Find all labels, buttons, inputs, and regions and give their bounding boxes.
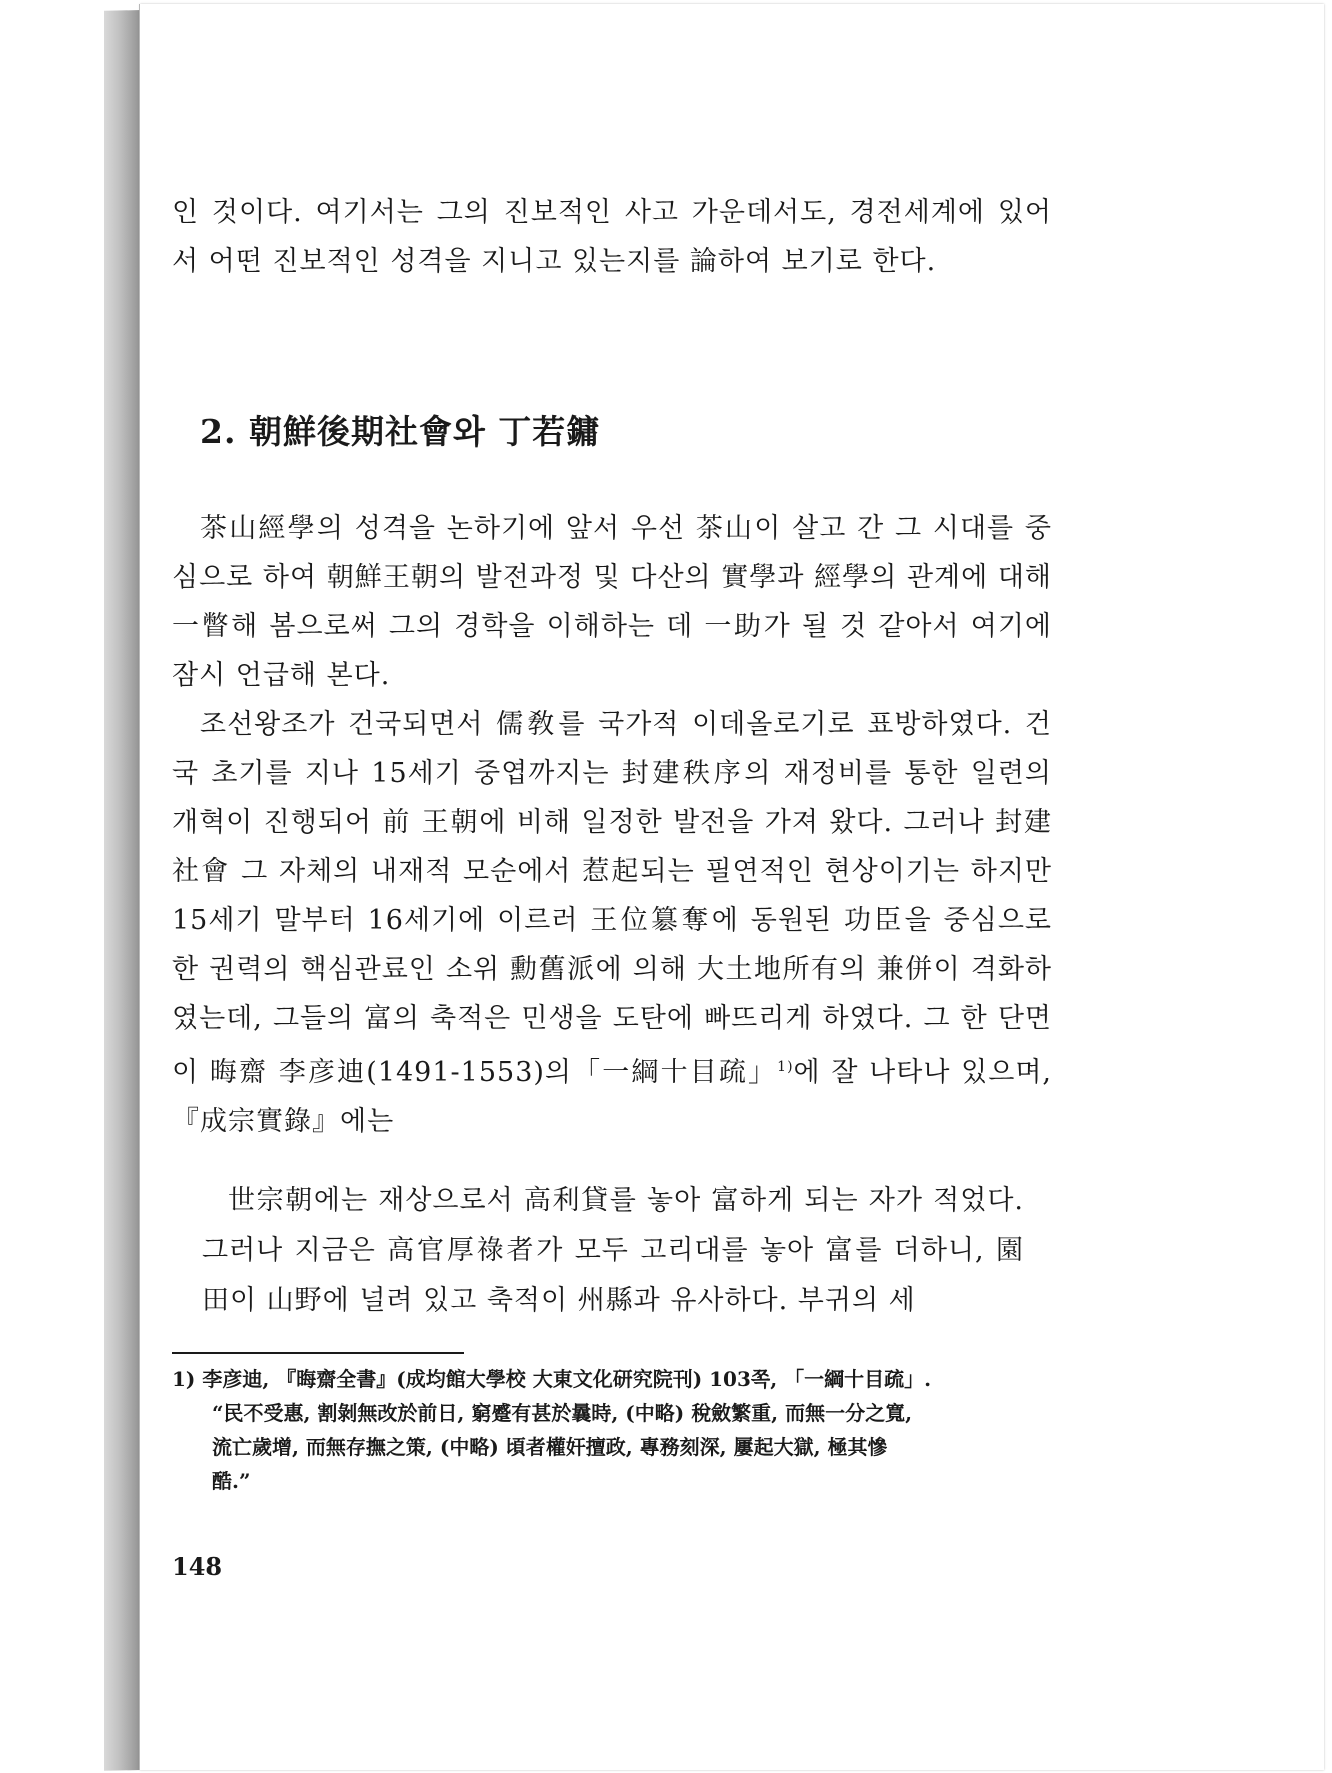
footnote-line-2: “民不受惠, 割剝無改於前日, 窮蹙有甚於曩時, (中略) 稅斂繁重, 而無一分之寬, <box>212 1401 913 1425</box>
footnote-divider <box>172 1352 464 1354</box>
opening-paragraph: 인 것이다. 여기서는 그의 진보적인 사고 가운데서도, 경전세계에 있어서 어떤 진보적인 성격을 지니고 있는지를 論하여 보기로 한다. <box>172 197 1052 277</box>
paragraph-2-tail: 에 잘 나타나 있으며, 『成宗實錄』에는 <box>172 1057 1052 1137</box>
body-text <box>172 504 1052 1146</box>
paragraph-2 <box>172 700 1052 1146</box>
footnote-reference[interactable]: 1) <box>777 1059 794 1075</box>
paragraph-2-citation: 「一綱十目疏」 <box>571 1057 778 1088</box>
section-heading: 2. 朝鮮後期社會와 丁若鏞 <box>200 412 601 451</box>
paragraph-2-text: 조선왕조가 건국되면서 儒敎를 국가적 이데올로기로 표방하였다. 건국 초기를 지나 15세기 중엽까지는 封建秩序의 재정비를 통한 일련의 개혁이 진행되어 前 王朝에 비해 일정한 발전을 가져 왔다. 그러나 封建社會 그 자체의 내재적 모순에서 惹起되는 필연적인 현상이기는 하지만 15세기 말부터 16세기에 이르러 王位簒奪에 동원된 功臣을 중심으로 한 권력의 핵심관료인 소위 勳舊派에 의해 大土地所有의 兼併이 격화하였는데, 그들의 富의 축적은 민생을 도탄에 빠뜨리게 하였다. 그 한 단면이 晦齋 李彦迪(1491-1553)의 <box>172 709 1052 1088</box>
page-number: 148 <box>172 1552 223 1581</box>
block-quote <box>202 1176 1024 1326</box>
footnote-line-4: 酷.” <box>212 1469 251 1493</box>
footnote <box>172 1362 1052 1498</box>
footnote-line-1 <box>172 1362 1052 1396</box>
book-spine <box>104 10 142 1771</box>
quote-text: 世宗朝에는 재상으로서 高利貸를 놓아 富하게 되는 자가 적었다. 그러나 지금은 高官厚祿者가 모두 고리대를 놓아 富를 더하니, 園田이 山野에 널려 있고 축적이 州縣과 유사하다. 부귀의 세 <box>202 1185 1024 1316</box>
footnote-marker: 1) <box>172 1367 196 1391</box>
footnote-citation: 李彦迪, 『晦齋全書』(成均館大學校 大東文化研究院刊) 103쪽, 「一綱十目疏」. <box>202 1367 932 1391</box>
footnote-line-3: 流亡歲增, 而無存撫之策, (中略) 頃者權奸擅政, 專務刻深, 屢起大獄, 極其慘 <box>212 1435 888 1459</box>
opening-text <box>172 188 1052 286</box>
paragraph-1: 茶山經學의 성격을 논하기에 앞서 우선 茶山이 살고 간 그 시대를 중심으로 하여 朝鮮王朝의 발전과정 및 다산의 實學과 經學의 관계에 대해 一瞥해 봄으로써 그의 경학을 이해하는 데 一助가 될 것 같아서 여기에 잠시 언급해 본다. <box>172 513 1052 691</box>
